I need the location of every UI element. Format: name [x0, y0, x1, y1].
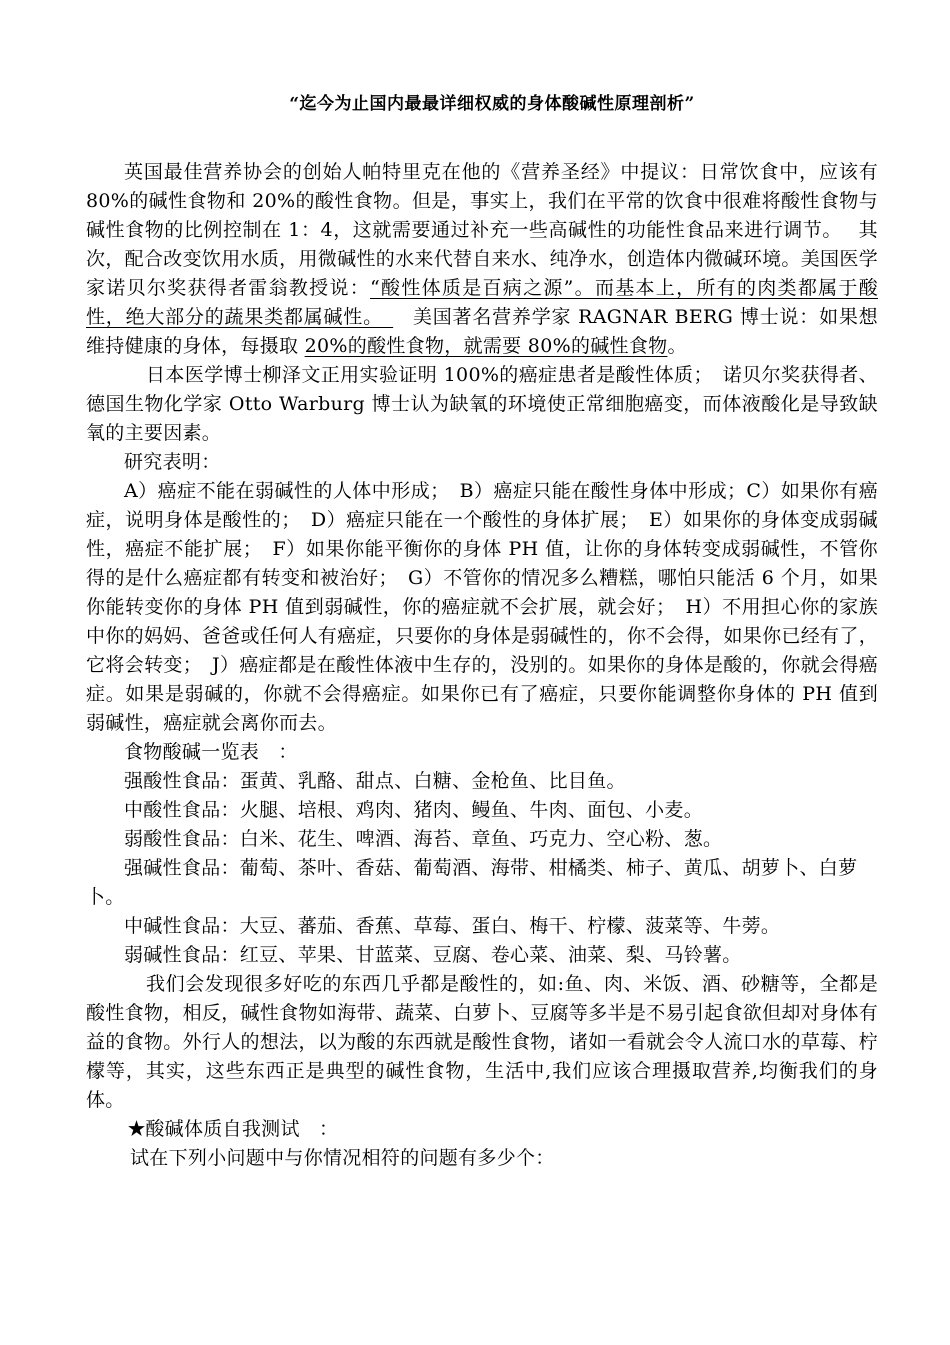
document-title: “迄今为止国内最最详细权威的身体酸碱性原理剖析” [289, 94, 695, 114]
star-icon: ★ [128, 1118, 146, 1140]
paragraph-nutrition-ratio-underlined-ratio: 20%的酸性食物，就需要 80%的碱性食物 [304, 335, 668, 357]
paragraph-nutrition-ratio-text-c: 美国著名营养学家 RAGNAR BERG 博士说：如果想维持健康的身体，每摄取 [86, 306, 878, 357]
document-page [86, 92, 878, 1173]
paragraph-nutrition-ratio-text-e: 。 [667, 335, 687, 357]
food-table-row: 弱碱性食品：红豆、苹果、甘蓝菜、豆腐、卷心菜、油菜、梨、马铃薯。 [124, 944, 742, 966]
food-table-row: 中酸性食品：火腿、培根、鸡肉、猪肉、鳗鱼、牛肉、面包、小麦。 [124, 799, 704, 821]
research-heading: 研究表明： [124, 451, 221, 473]
food-table-row: 弱酸性食品：白米、花生、啤酒、海苔、章鱼、巧克力、空心粉、葱。 [124, 828, 723, 850]
paragraph-nutrition-ratio-text-a: 英国最佳营养协会的创始人帕特里克在他的《营养圣经》中提议：日常饮食中，应该有 80%的碱性食物和 20%的酸性食物。但是，事实上，我们在平常的饮食中很难将酸性食物与碱性食物的比例控制在 1：4，这就需要通过补充一些高碱性的功能性食品来进行调节。 其次，配合改变饮用水质，用微碱性的水来代替自来水、纯净水，创造体内微碱环境。美国医学家诺贝尔奖获得者雷翁教授说： [86, 161, 878, 299]
food-table-row: 强碱性食品：葡萄、茶叶、香菇、葡萄酒、海带、柑橘类、柿子、黄瓜、胡萝卜、白萝卜。 [86, 857, 858, 908]
self-test-heading: 酸碱体质自我测试 ： [145, 1118, 339, 1140]
food-table-row: 强酸性食品：蛋黄、乳酪、甜点、白糖、金枪鱼、比目鱼。 [124, 770, 626, 792]
paragraph-nutrition-ratio-underlined-quote: “酸性体质是百病之源”。而基本上，所有的肉类都属于酸性，绝大部分的蔬果类都属碱性。 [86, 277, 878, 328]
food-table-heading: 食物酸碱一览表 ： [124, 741, 298, 763]
paragraph-cancer-research: 日本医学博士柳泽文正用实验证明 100%的癌症患者是酸性体质； 诺贝尔奖获得者、德国生物化学家 Otto Warburg 博士认为缺氧的环境使正常细胞癌变，而体液酸化是导致缺氧的主要因素。 [86, 364, 878, 444]
self-test-prompt: 试在下列小问题中与你情况相符的问题有多少个： [130, 1147, 555, 1169]
research-findings: A）癌症不能在弱碱性的人体中形成； B）癌症只能在酸性身体中形成；C）如果你有癌症，说明身体是酸性的； D）癌症只能在一个酸性的身体扩展； E）如果你的身体变成弱碱性，癌症不能扩展； F）如果你能平衡你的身体 PH 值，让你的身体转变成弱碱性，不管你得的是什么癌症都有转变和被治好； G）不管你的情况多么糟糕，哪怕只能活 6 个月，如果你能转变你的身体 PH 值到弱碱性，你的癌症就不会扩展，就会好； H）不用担心你的家族中你的妈妈、爸爸或任何人有癌症，只要你的身体是弱碱性的，你不会得，如果你已经有了，它将会转变； J）癌症都是在酸性体液中生存的，没别的。如果你的身体是酸的，你就会得癌症。如果是弱碱的，你就不会得癌症。如果你已有了癌症，只要你能调整你身体的 PH 值到弱碱性，癌症就会离你而去。 [86, 480, 878, 734]
paragraph-nutrition-ratio [86, 158, 878, 361]
self-test-heading-line [86, 1115, 878, 1144]
food-table-row: 中碱性食品：大豆、蕃茄、香蕉、草莓、蛋白、梅干、柠檬、菠菜等、牛蒡。 [124, 915, 781, 937]
paragraph-food-summary: 我们会发现很多好吃的东西几乎都是酸性的，如:鱼、肉、米饭、酒、砂糖等，全都是酸性食物，相反，碱性食物如海带、蔬菜、白萝卜、豆腐等多半是不易引起食欲但却对身体有益的食物。外行人的想法，以为酸的东西就是酸性食物，诸如一看就会令人流口水的草莓、柠檬等，其实，这些东西正是典型的碱性食物，生活中,我们应该合理摄取营养,均衡我们的身体。 [86, 973, 878, 1111]
